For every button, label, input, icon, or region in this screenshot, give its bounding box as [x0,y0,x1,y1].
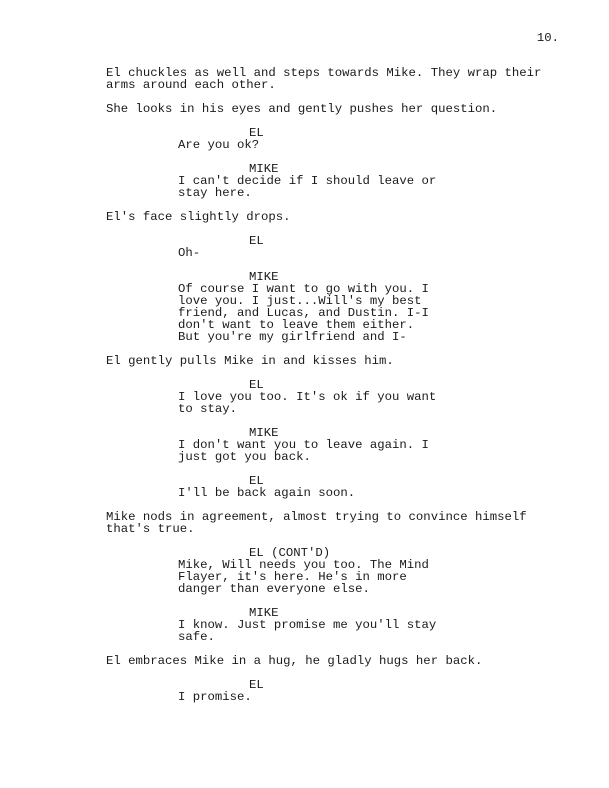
character-name: EL [249,678,264,692]
character-name: EL [249,378,264,392]
dialogue-block [106,271,546,343]
script-body [106,67,546,715]
action-line: El embraces Mike in a hug, he gladly hugs her back. [106,654,483,668]
dialogue-line: I love you too. It's ok if you want [178,390,437,404]
dialogue-block [106,235,546,259]
dialogue-line: I don't want you to leave again. I [178,438,429,452]
action-paragraph [106,511,536,535]
dialogue-text [178,619,546,643]
character-name: MIKE [249,606,279,620]
action-line: that's true. [106,522,195,536]
dialogue-block [106,607,546,643]
dialogue-line: danger than everyone else. [178,582,370,596]
dialogue-text [178,247,546,259]
action-line: She looks in his eyes and gently pushes her question. [106,102,498,116]
dialogue-text [178,139,546,151]
character-name: MIKE [249,426,279,440]
dialogue-line: But you're my girlfriend and I- [178,330,407,344]
dialogue-text [178,283,546,343]
action-paragraph [106,103,536,115]
dialogue-text [178,691,546,703]
dialogue-line: Are you ok? [178,138,260,152]
character-name: MIKE [249,270,279,284]
dialogue-block [106,379,546,415]
action-line: El gently pulls Mike in and kisses him. [106,354,394,368]
dialogue-line: stay here. [178,186,252,200]
dialogue-line: I promise. [178,690,252,704]
dialogue-line: Of course I want to go with you. I [178,282,429,296]
action-paragraph [106,655,536,667]
page-number: 10. [536,31,559,45]
action-paragraph [106,211,536,223]
dialogue-text [178,559,546,595]
dialogue-text [178,439,546,463]
action-paragraph [106,66,542,92]
action-line: Mike nods in agreement, almost trying to convince himself [106,510,527,524]
dialogue-text [178,175,546,199]
dialogue-text [178,391,546,415]
dialogue-block [106,163,546,199]
character-name: EL [249,126,264,140]
dialogue-line: Flayer, it's here. He's in more [178,570,407,584]
dialogue-line: Mike, Will needs you too. The Mind [178,558,429,572]
dialogue-line: safe. [178,630,215,644]
dialogue-line: friend, and Lucas, and Dustin. I-I [178,306,429,320]
action-line: El chuckles as well and steps towards Mike. They wrap their [106,66,542,80]
dialogue-block [106,427,546,463]
action-line: arms around each other. [106,78,276,92]
dialogue-block [106,127,546,151]
dialogue-block [106,547,546,595]
character-name: EL [249,234,264,248]
dialogue-block [106,679,546,703]
dialogue-line: to stay. [178,402,238,416]
dialogue-line: I can't decide if I should leave or [178,174,437,188]
action-paragraph [106,355,536,367]
dialogue-line: I know. Just promise me you'll stay [178,618,437,632]
dialogue-text [178,487,546,499]
dialogue-line: Oh- [178,246,201,260]
action-line: El's face slightly drops. [106,210,291,224]
character-name: EL [249,474,264,488]
character-name: MIKE [249,162,279,176]
character-name: EL (CONT'D) [249,546,331,560]
dialogue-line: don't want to leave them either. [178,318,415,332]
dialogue-line: I'll be back again soon. [178,486,356,500]
dialogue-line: love you. I just...Will's my best [178,294,422,308]
dialogue-line: just got you back. [178,450,311,464]
dialogue-block [106,475,546,499]
